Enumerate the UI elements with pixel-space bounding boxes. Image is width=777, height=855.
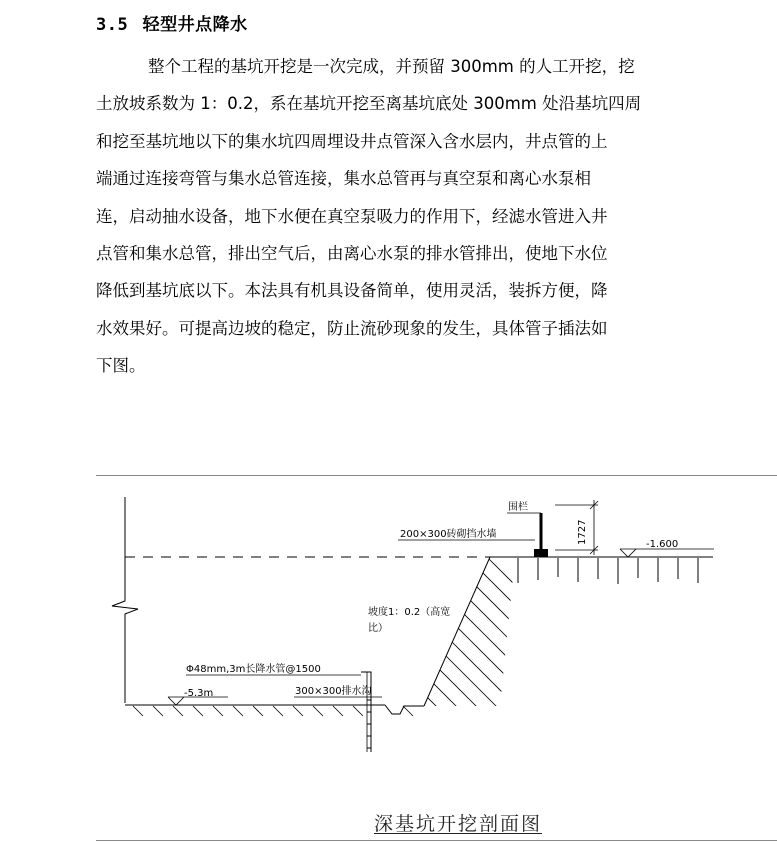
ground-hatching [518, 558, 698, 584]
ground-level-value: -1.600 [646, 539, 679, 550]
slope-hatching [400, 470, 540, 810]
left-boundary-line [112, 497, 138, 703]
pipe-label: Φ48mm,3m长降水管@1500 [186, 664, 321, 675]
fence-label: 围栏 [508, 502, 528, 513]
paragraph-line: 下图。 [96, 356, 146, 376]
section-title: 轻型井点降水 [142, 15, 248, 35]
pit-level-value: -5.3m [184, 688, 214, 699]
slope-label-line1: 坡度1：0.2（高宽 [368, 607, 451, 618]
paragraph-line: 土放坡系数为 1：0.2，系在基坑开挖至离基坑底处 300mm 处沿基坑四周 [96, 94, 642, 114]
well-point-pipe [361, 672, 371, 752]
paragraph-line: 点管和集水总管，排出空气后，由离心水泵的排水管排出，使地下水位 [96, 243, 608, 263]
fence-height-value: 1727 [577, 519, 588, 545]
paragraph-line: 整个工程的基坑开挖是一次完成，并预留 300mm 的人工开挖，挖 [148, 57, 635, 76]
slope-label-line2: 比） [368, 623, 388, 634]
paragraph-line: 连，启动抽水设备，地下水便在真空泵吸力的作用下，经滤水管进入井 [96, 206, 608, 226]
paragraph-line: 和挖至基坑地以下的集水坑四周埋设井点管深入含水层内，井点管的上 [96, 131, 608, 151]
ground-level-marker [620, 549, 714, 557]
paragraph-line: 端通过连接弯管与集水总管连接，集水总管再与真空泵和离心水泵相 [96, 169, 591, 189]
ditch-label: 300×300排水沟 [295, 686, 372, 697]
figure-caption: 深基坑开挖剖面图 [374, 813, 543, 835]
paragraph-line: 水效果好。可提高边坡的稳定，防止流砂现象的发生，具体管子插法如 [96, 318, 608, 338]
paragraph-line: 降低到基坑底以下。本法具有机具设备简单，使用灵活，装拆方便，降 [96, 281, 608, 301]
section-number: 3.5 [96, 15, 129, 35]
figure-bottom-border [96, 840, 777, 841]
drainage-ditch [385, 705, 424, 714]
wall-label: 200×300砖砌挡水墙 [400, 529, 497, 540]
fence-post [534, 513, 548, 557]
